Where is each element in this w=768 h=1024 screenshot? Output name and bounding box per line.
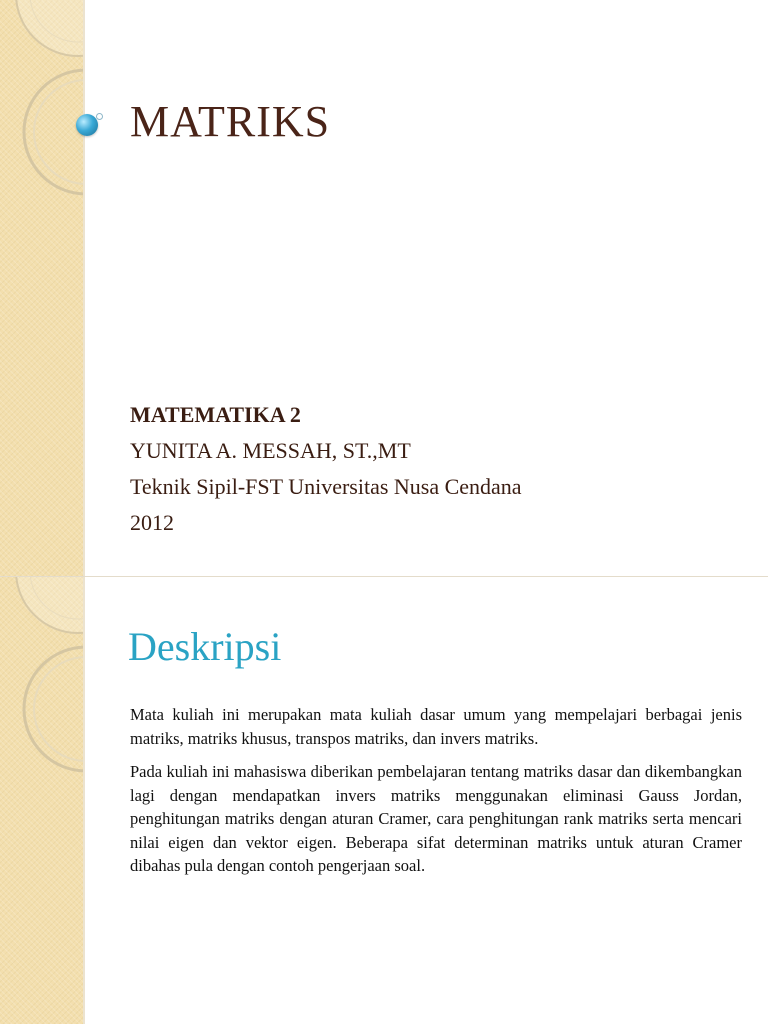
decorative-sidebar [0, 0, 85, 576]
paragraph-1: Mata kuliah ini merupakan mata kuliah dasar umum yang mempelajari berbagai jenis matriks, matriks khusus, transpos matriks, dan invers matriks. [130, 705, 742, 748]
bullet-orb-icon [76, 114, 98, 136]
affiliation: Teknik Sipil-FST Universitas Nusa Cendana [130, 474, 522, 499]
section-heading: Deskripsi [128, 624, 282, 669]
author-name: YUNITA A. MESSAH, ST.,MT [130, 438, 411, 463]
small-ring-icon [96, 113, 103, 120]
decorative-circles [0, 577, 83, 1024]
description-slide [0, 576, 768, 1024]
decorative-circles [0, 0, 83, 576]
decorative-sidebar [0, 577, 85, 1024]
paragraph-2: Pada kuliah ini mahasiswa diberikan pembelajaran tentang matriks dasar dan dikembangkan lagi dengan mendapatkan invers matriks menggunakan eliminasi Gauss Jordan, penghitungan matriks dengan aturan Cramer, cara penghitungan rank matriks serta mencari nilai eigen dan vektor eigen. Beberapa sifat determinan matriks untuk aturan Cramer dibahas pula dengan contoh pengerjaan soal. [130, 762, 742, 875]
description-body [130, 703, 742, 888]
slide-title: MATRIKS [130, 97, 331, 146]
year: 2012 [130, 510, 174, 535]
course-name: MATEMATIKA 2 [130, 402, 301, 427]
subtitle-block [130, 402, 522, 546]
